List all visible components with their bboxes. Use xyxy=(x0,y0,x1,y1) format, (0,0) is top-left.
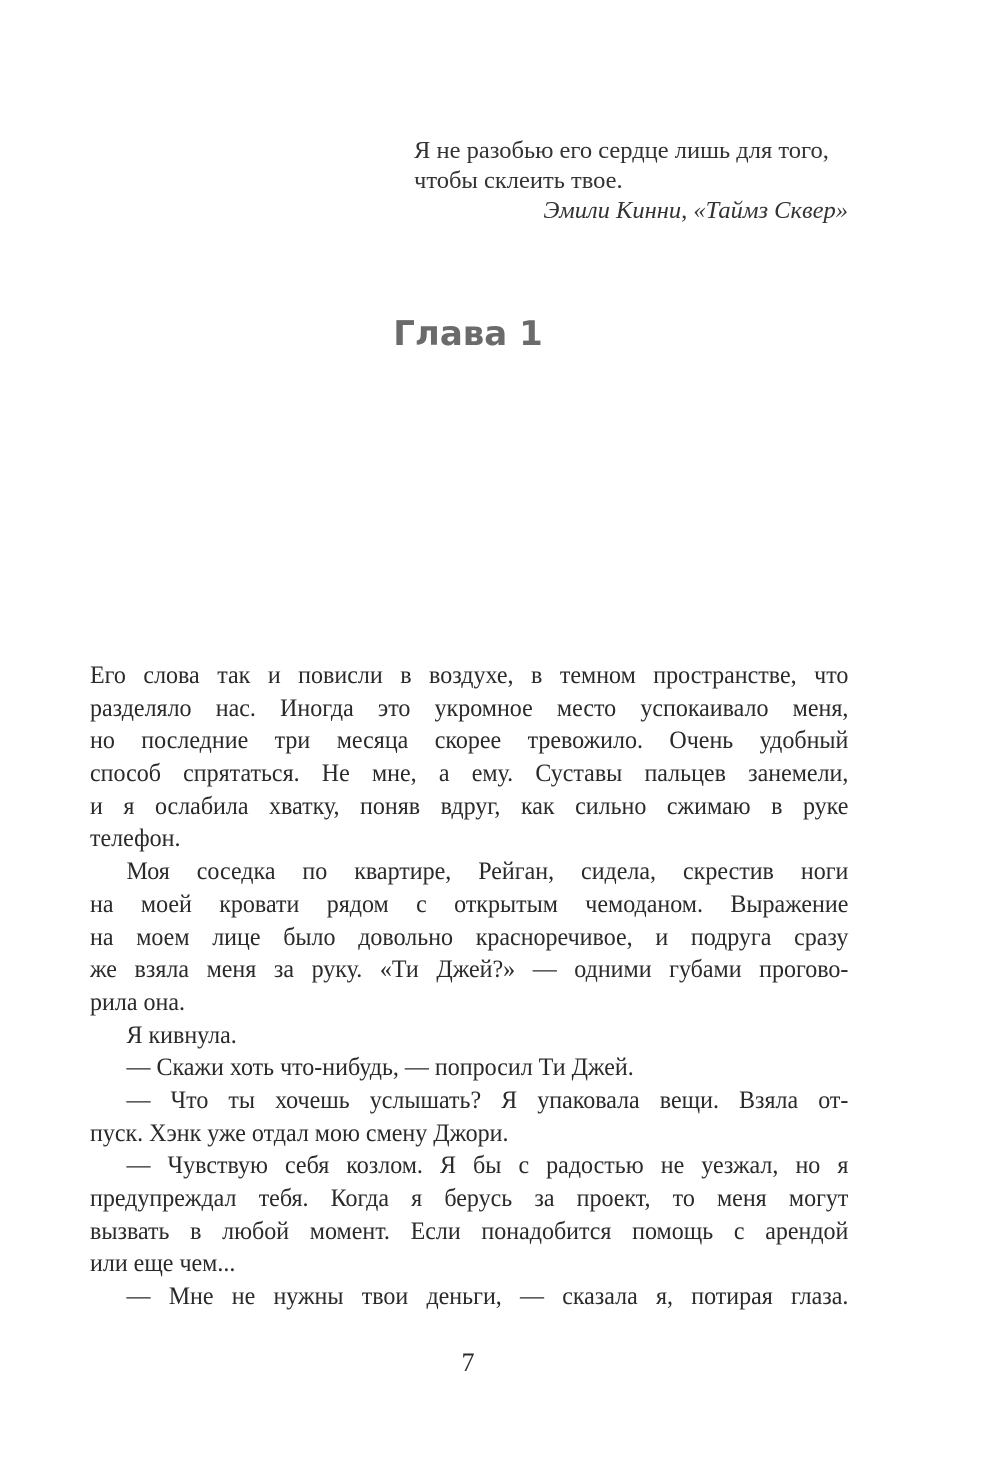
body-line: телефон. xyxy=(90,825,181,853)
body-line: на моей кровати рядом с открытым чемоданом. Выражение xyxy=(90,890,849,918)
body-line: вызвать в любой момент. Если понадобится помощь с арендой xyxy=(90,1217,849,1245)
body-line: — Чувствую себя козлом. Я бы с радостью не уезжал, но я xyxy=(126,1152,849,1180)
body-line: способ спрятаться. Не мне, а ему. Суставы пальцев занемели, xyxy=(90,760,849,788)
body-line: рила она. xyxy=(90,988,185,1016)
epigraph-line: чтобы склеить твое. xyxy=(414,167,623,194)
epigraph-attribution: Эмили Кинни, «Таймз Сквер» xyxy=(543,197,848,224)
epigraph-line: Я не разобью его сердце лишь для того, xyxy=(414,137,829,164)
body-line: — Что ты хочешь услышать? Я упаковала вещи. Взяла от- xyxy=(126,1086,849,1114)
page-number: 7 xyxy=(461,1348,475,1377)
chapter-title: Глава 1 xyxy=(393,314,543,354)
body-text xyxy=(90,660,848,1314)
body-line: предупреждал тебя. Когда я берусь за проект, то меня могут xyxy=(90,1185,849,1212)
body-line: — Скажи хоть что-нибудь, — попросил Ти Джей. xyxy=(126,1054,634,1082)
body-line: Я кивнула. xyxy=(126,1021,237,1049)
body-line: и я ослабила хватку, поняв вдруг, как сильно сжимаю в руке xyxy=(90,792,849,820)
body-line: Моя соседка по квартире, Рейган, сидела, скрестив ноги xyxy=(126,858,849,886)
body-line: пуск. Хэнк уже отдал мою смену Джори. xyxy=(90,1119,509,1147)
body-line: Его слова так и повисли в воздухе, в темном пространстве, что xyxy=(90,662,849,689)
body-line: на моем лице было довольно красноречивое, и подруга сразу xyxy=(90,923,849,951)
body-line: но последние три месяца скорее тревожило. Очень удобный xyxy=(90,727,849,755)
body-line: — Мне не нужны твои деньги, — сказала я, потирая глаза. xyxy=(126,1283,849,1311)
body-line: разделяло нас. Иногда это укромное место успокаивало меня, xyxy=(90,694,849,722)
body-line: же взяла меня за руку. «Ти Джей?» — одними губами прогово- xyxy=(90,956,849,984)
epigraph xyxy=(414,136,848,226)
body-line: или еще чем... xyxy=(90,1250,236,1278)
